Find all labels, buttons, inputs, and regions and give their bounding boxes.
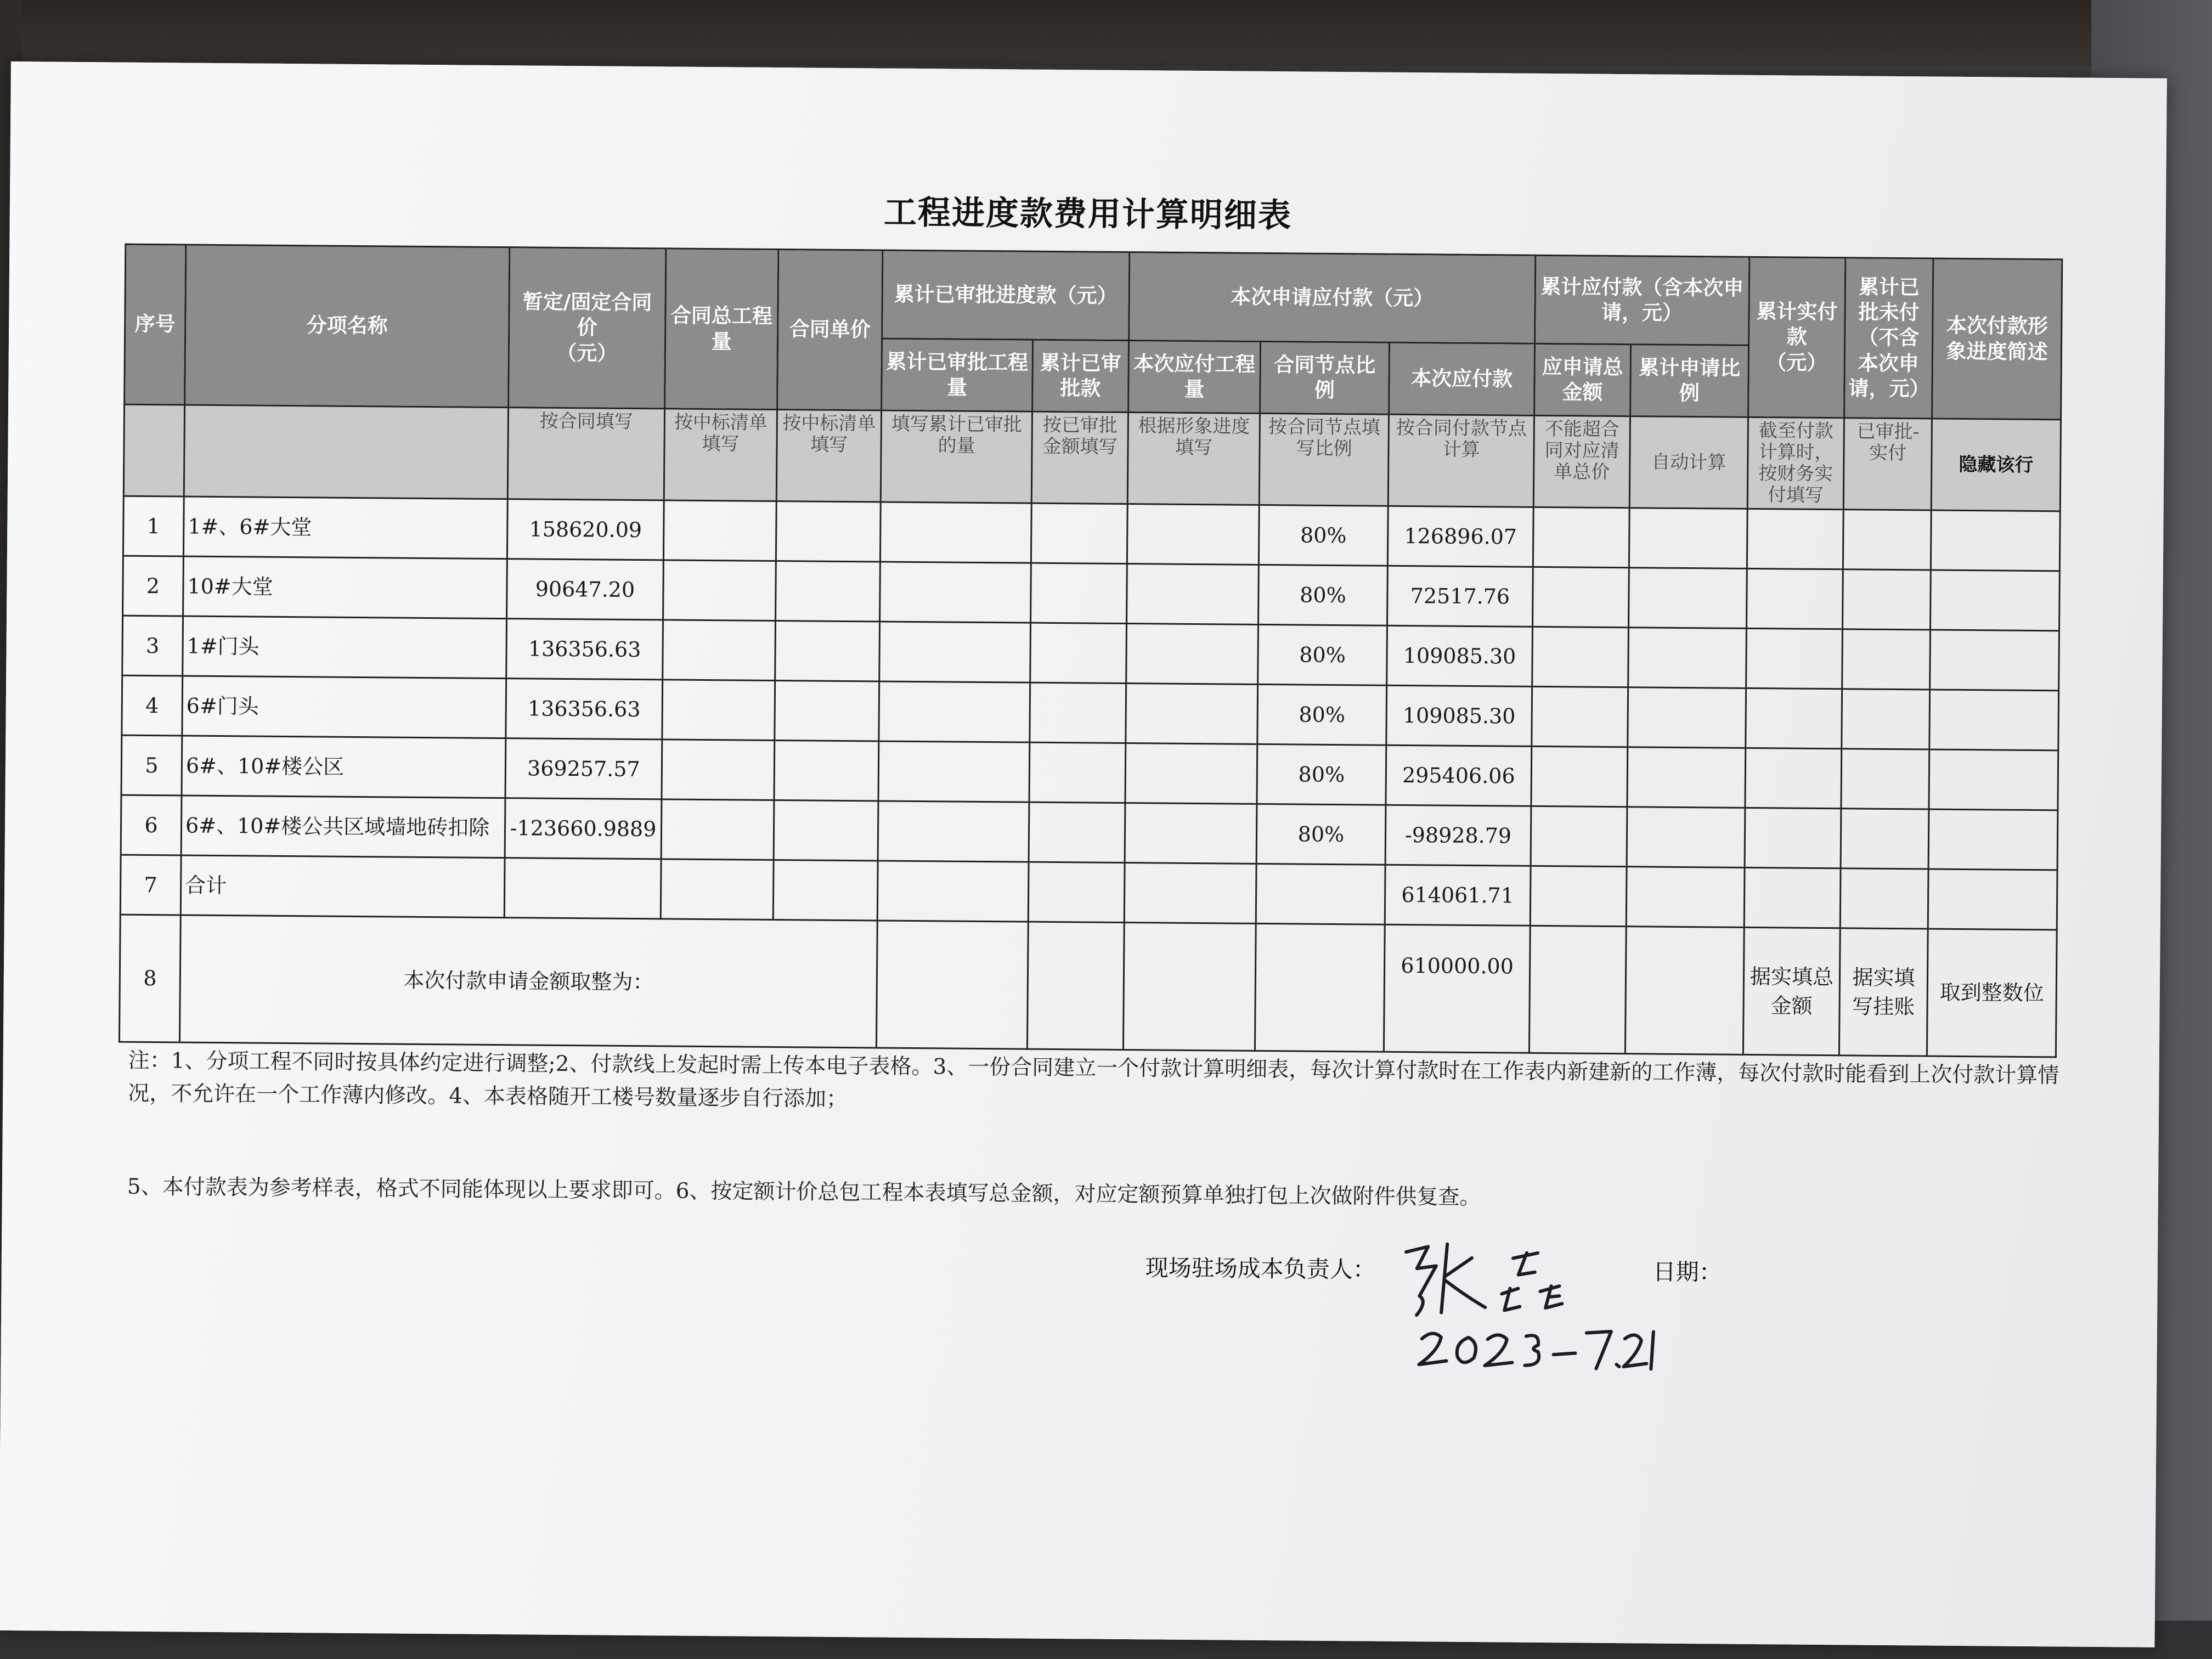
cell-empty xyxy=(1255,924,1385,1052)
payment-calculation-table xyxy=(119,244,2063,1058)
cell-empty xyxy=(1029,742,1126,803)
hint-apply-total: 不能超合同对应清单总价 xyxy=(1533,415,1630,508)
document-title: 工程进度款费用计算明细表 xyxy=(883,193,1293,235)
header-cumulative-unpaid: 累计已批未付（不含本次申请，元） xyxy=(1844,258,1933,419)
cell-empty xyxy=(776,501,881,562)
cell-empty xyxy=(662,740,775,800)
cell-empty xyxy=(1842,629,1931,690)
header-cumulative-actual: 累计实付款 （元） xyxy=(1748,257,1846,417)
cell-contract-price xyxy=(504,858,661,919)
cell-empty xyxy=(878,801,1029,862)
cell-empty xyxy=(662,680,775,741)
header-apply-total: 应申请总金额 xyxy=(1534,343,1631,416)
cell-empty xyxy=(1747,509,1843,569)
cell-item-name: 6#、10#楼公区 xyxy=(182,736,506,798)
cell-empty xyxy=(1746,569,1843,629)
footnote-5-6: 5、本付款表为参考样表，格式不同能体现以上要求即可。6、按定额计价总包工程本表填写总金额，对应定额预算单独打包上次做附件供复查。 xyxy=(127,1174,1481,1210)
cell-empty xyxy=(1928,869,2057,930)
cell-empty xyxy=(663,500,776,561)
cell-empty xyxy=(774,800,878,861)
cell-empty xyxy=(1841,749,1929,809)
cell-empty xyxy=(1929,690,2059,751)
header-cumulative-approved-qty: 累计已审批工程量 xyxy=(882,338,1033,411)
header-current-qty: 本次应付工程量 xyxy=(1128,341,1261,414)
cell-item-name: 1#门头 xyxy=(183,616,507,679)
hint-current-pay: 按合同付款节点计算 xyxy=(1388,414,1534,507)
cell-current-payment: 109085.30 xyxy=(1386,686,1532,747)
cell-empty xyxy=(1628,628,1747,689)
cell-empty xyxy=(775,681,879,741)
cell-empty xyxy=(880,562,1031,623)
handwritten-signature xyxy=(1394,1235,1658,1375)
cell-empty xyxy=(1533,567,1629,628)
desk-background-top xyxy=(0,0,2212,66)
cell-seq: 4 xyxy=(122,676,183,736)
cell-empty xyxy=(1930,570,2059,631)
cell-empty xyxy=(1626,867,1745,928)
cell-node-ratio: 80% xyxy=(1256,804,1386,865)
hint-apply-ratio: 自动计算 xyxy=(1629,416,1748,509)
cell-empty xyxy=(1530,866,1627,927)
rounded-amount-value: 610000.00 xyxy=(1384,925,1530,1053)
cell-empty xyxy=(1929,749,2058,810)
cell-node-ratio: 80% xyxy=(1257,685,1387,746)
cell-contract-price: 90647.20 xyxy=(507,559,664,620)
cell-empty xyxy=(1931,510,2060,571)
cell-empty xyxy=(1127,504,1259,565)
cell-empty xyxy=(1746,689,1842,749)
cell-item-name: 10#大堂 xyxy=(183,556,507,619)
cell-contract-price: 136356.63 xyxy=(506,679,663,740)
cell-contract-price: 136356.63 xyxy=(506,619,663,680)
hint-cum-unpaid: 已审批-实付 xyxy=(1843,418,1932,511)
cell-empty xyxy=(1745,748,1842,809)
cell-empty xyxy=(877,861,1029,922)
cell-empty xyxy=(1928,809,2058,870)
header-cumulative-approved: 累计已审批进度款（元） xyxy=(882,250,1130,341)
cell-empty xyxy=(661,799,774,860)
hint-unit-price: 按中标清单填写 xyxy=(776,409,881,502)
progress-note: 取到整数位 xyxy=(1927,929,2057,1057)
header-progress-description: 本次付款形象进度简述 xyxy=(1932,258,2062,420)
header-unit-price: 合同单价 xyxy=(777,249,883,410)
cell-item-name: 合计 xyxy=(180,855,505,918)
table-body xyxy=(120,496,2060,930)
cell-empty xyxy=(879,622,1031,682)
cell-contract-price: 158620.09 xyxy=(507,499,664,560)
cell-empty xyxy=(1627,747,1746,808)
cell-empty xyxy=(1532,627,1629,687)
cell-node-ratio: 80% xyxy=(1259,565,1388,626)
cell-empty xyxy=(1531,747,1628,807)
paper-sheet xyxy=(0,61,2167,1647)
cell-empty xyxy=(879,681,1030,742)
cell-empty xyxy=(1029,802,1125,862)
hint-total-qty: 按中标清单填写 xyxy=(664,409,777,501)
header-seq: 序号 xyxy=(125,244,186,405)
date-label: 日期： xyxy=(1652,1258,1722,1286)
cell-empty xyxy=(1840,868,1928,929)
responsible-person-label: 现场驻场成本负责人： xyxy=(1145,1254,1376,1283)
header-node-ratio: 合同节点比例 xyxy=(1260,341,1390,414)
cell-empty xyxy=(1625,927,1744,1055)
cell-empty xyxy=(878,741,1030,802)
header-current-payment: 本次应付款 xyxy=(1389,342,1535,415)
cell-empty xyxy=(661,859,774,920)
cell-empty xyxy=(776,561,881,622)
rounded-amount-label: 本次付款申请金额取整为： xyxy=(179,915,877,1048)
table-row-rounded-total xyxy=(119,915,2057,1057)
header-apply-ratio: 累计申请比例 xyxy=(1630,345,1749,417)
hint-node-ratio: 按合同节点填写比例 xyxy=(1259,413,1389,506)
hint-cum-approved-qty: 填写累计已审批的量 xyxy=(881,410,1032,504)
cell-item-name: 6#、10#楼公共区域墙地砖扣除 xyxy=(181,795,505,858)
cell-item-name: 6#门头 xyxy=(182,676,506,738)
cell-node-ratio: 80% xyxy=(1257,744,1386,805)
cell-empty xyxy=(1126,684,1258,744)
header-total-quantity: 合同总工程量 xyxy=(665,249,778,410)
header-contract-price: 暂定/固定合同价 （元） xyxy=(509,247,666,409)
cell-contract-price: -123660.9889 xyxy=(505,798,662,859)
hint-cum-actual: 截至付款计算时，按财务实付填写 xyxy=(1747,417,1844,510)
cell-empty xyxy=(1629,508,1747,569)
cell-empty xyxy=(1930,630,2059,691)
cell-current-payment: 109085.30 xyxy=(1387,626,1533,687)
cell-seq: 6 xyxy=(121,795,182,855)
cell-current-payment: 295406.06 xyxy=(1386,746,1532,806)
hint-progress-desc: 隐藏该行 xyxy=(1931,419,2061,511)
cell-empty xyxy=(1529,926,1626,1054)
cell-empty xyxy=(1031,504,1127,564)
cell-item-name: 1#、6#大堂 xyxy=(183,496,507,559)
header-row-1 xyxy=(125,244,2062,348)
cell-empty xyxy=(1629,568,1747,629)
cell-empty xyxy=(1532,687,1628,747)
cell-empty xyxy=(1841,809,1929,869)
cell-empty xyxy=(1125,743,1257,804)
hint-price: 按合同填写 xyxy=(507,408,664,501)
cell-empty xyxy=(1842,569,1931,630)
cell-empty xyxy=(773,860,878,921)
cell-empty xyxy=(876,921,1028,1049)
cell-empty xyxy=(1030,623,1127,684)
cell-empty xyxy=(1028,862,1125,922)
header-item-name: 分项名称 xyxy=(185,245,510,408)
cell-empty xyxy=(1125,803,1257,864)
cell-seq: 7 xyxy=(120,855,181,915)
cell-node-ratio: 80% xyxy=(1258,625,1387,686)
cell-seq: 1 xyxy=(123,496,184,557)
hint-cell xyxy=(123,404,184,496)
header-cumulative-payable: 累计应付款（含本次申请，元） xyxy=(1535,255,1750,345)
header-current-application: 本次申请应付款（元） xyxy=(1129,252,1536,344)
cell-node-ratio: 80% xyxy=(1259,505,1388,566)
cell-current-payment: 72517.76 xyxy=(1387,566,1533,627)
cell-empty xyxy=(774,741,879,801)
cell-empty xyxy=(1843,510,1931,570)
cell-empty xyxy=(1031,563,1127,624)
cell-empty xyxy=(1628,687,1746,748)
cell-empty xyxy=(1127,564,1259,625)
cell-empty xyxy=(1027,922,1124,1049)
cell-empty xyxy=(1746,629,1843,689)
cell-empty xyxy=(1842,689,1930,749)
cumulative-unpaid-note: 据实填写挂账 xyxy=(1839,928,1928,1056)
cell-empty xyxy=(1030,682,1126,743)
cell-empty xyxy=(1126,624,1259,685)
cell-empty xyxy=(1533,507,1629,568)
cell-seq: 8 xyxy=(119,915,180,1042)
cell-seq: 3 xyxy=(122,616,183,676)
cell-current-payment: -98928.79 xyxy=(1385,805,1531,866)
cell-seq: 5 xyxy=(121,735,182,795)
cell-empty xyxy=(775,621,880,681)
cell-empty xyxy=(1123,923,1256,1051)
cell-node-ratio xyxy=(1256,864,1385,925)
cell-empty xyxy=(1531,806,1627,867)
cell-current-payment: 126896.07 xyxy=(1387,506,1533,567)
cell-empty xyxy=(663,620,776,681)
hint-current-qty: 根据形象进度填写 xyxy=(1127,413,1260,505)
hint-row xyxy=(123,404,2061,511)
cell-seq: 2 xyxy=(123,556,184,617)
header-cumulative-approved-amount: 累计已审批款 xyxy=(1032,340,1129,412)
cell-empty xyxy=(1745,808,1841,868)
cell-empty xyxy=(1744,868,1841,928)
cell-empty xyxy=(1124,863,1256,924)
cumulative-actual-note: 据实填总金额 xyxy=(1743,928,1840,1056)
cell-contract-price: 369257.57 xyxy=(505,738,662,799)
cell-empty xyxy=(663,560,776,621)
cell-current-payment: 614061.71 xyxy=(1385,865,1531,926)
hint-cum-approved-amt: 按已审批金额填写 xyxy=(1031,411,1128,504)
footnote-1-4: 注：1、分项工程不同时按具体约定进行调整;2、付款线上发起时需上传本电子表格。3、一份合同建立一个付款计算明细表，每次计算付款时在工作表内新建新的工作薄，每次付款时能看到上次付款计算情况，不允许在一个工作薄内修改。4、本表格随开工楼号数量逐步自行添加； xyxy=(128,1048,2059,1112)
cell-empty xyxy=(880,502,1031,563)
cell-empty xyxy=(1627,807,1745,868)
hint-cell xyxy=(184,405,508,499)
